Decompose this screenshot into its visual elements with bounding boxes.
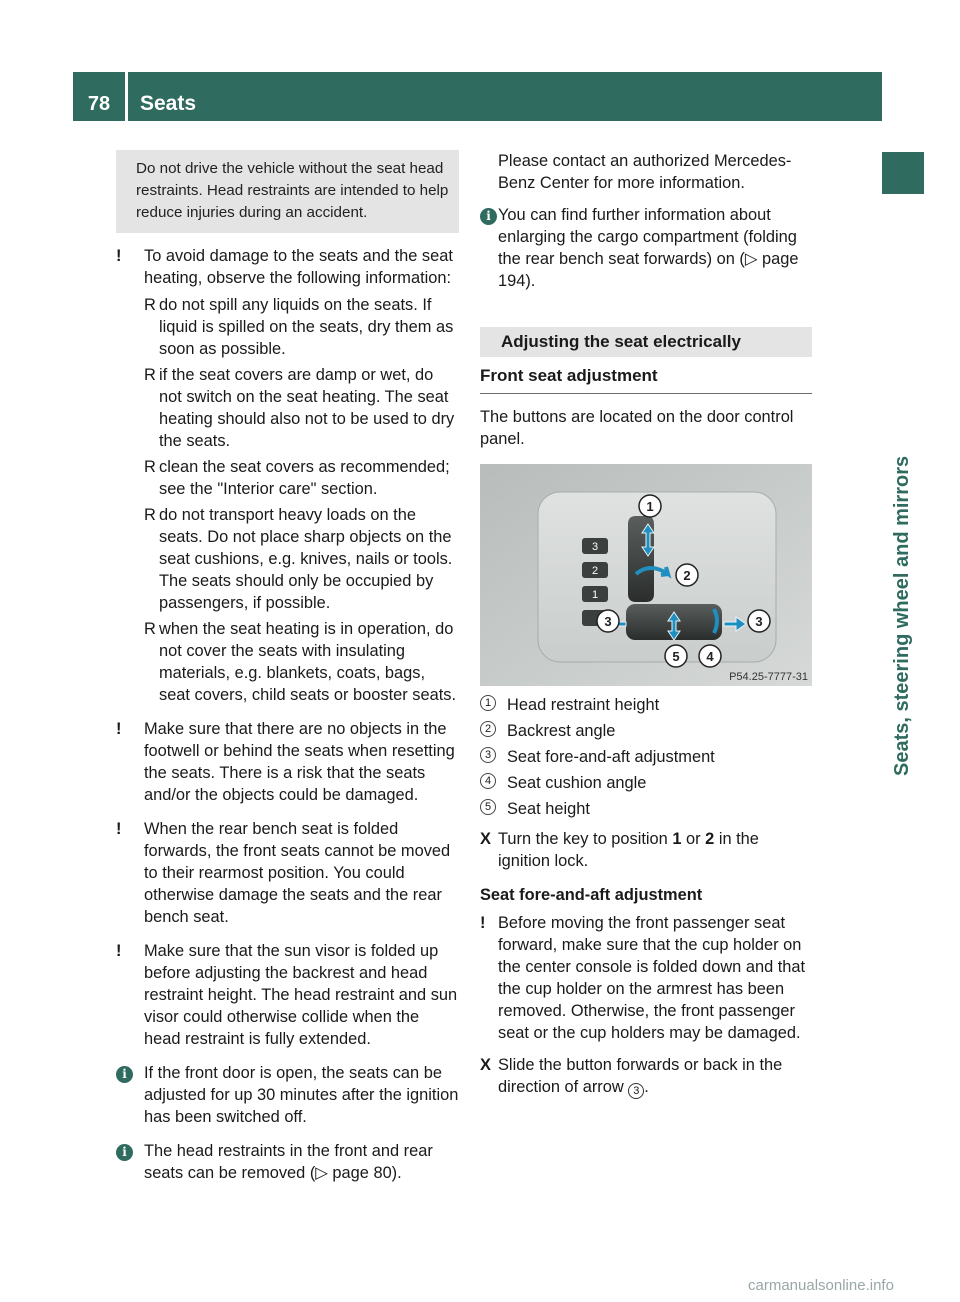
callout-5: 5	[672, 649, 680, 664]
legend-item: 5 Seat height	[480, 798, 812, 820]
note-seat-heating	[116, 245, 459, 706]
warning-mark-icon: !	[116, 820, 122, 838]
section-heading: Adjusting the seat electrically	[480, 327, 812, 357]
info-text: If the front door is open, the seats can be adjusted for up 30 minutes after the ignition has been switched off.	[144, 1064, 459, 1126]
bullet-icon: R	[144, 296, 156, 314]
list-item: R do not transport heavy loads on the seats. Do not place sharp objects on the seat cushions, e.g. knives, nails or tools. The seats should only be occupied by passengers, if possible.	[144, 506, 453, 612]
callout-3-left: 3	[604, 614, 612, 629]
callout-2: 2	[683, 568, 691, 583]
info-text: The head restraints in the front and rear seats can be removed (▷ page 80).	[144, 1142, 433, 1182]
info-icon: i	[116, 1140, 136, 1162]
page-title: Seats	[140, 92, 197, 115]
bullet-icon: R	[144, 366, 156, 384]
warning-mark-icon: !	[116, 247, 122, 265]
memory-button-3: 3	[591, 541, 599, 553]
list-item: R do not spill any liquids on the seats. If liquid is spilled on the seats, dry them as soon as possible.	[144, 296, 454, 358]
intro-paragraph: The buttons are located on the door control panel.	[480, 408, 794, 448]
warning-mark-icon: !	[116, 942, 122, 960]
memory-button-2: 2	[591, 565, 599, 577]
list-item: R when the seat heating is in operation, do not cover the seats with insulating materials, e.g. blankets, coats, bags, seat covers, child seats or booster seats.	[144, 620, 456, 704]
list-item: R if the seat covers are damp or wet, do not switch on the seat heating. The seat heating should also not to be used to dry the seats.	[144, 366, 455, 450]
warning-mark-icon: !	[116, 720, 122, 738]
legend-item: 2 Backrest angle	[480, 720, 812, 742]
warning-box: Do not drive the vehicle without the seat head restraints. Head restraints are intended to help reduce injuries during an accident.	[116, 150, 459, 233]
legend-item: 4 Seat cushion angle	[480, 772, 812, 794]
left-column	[116, 150, 459, 1184]
right-column	[480, 150, 812, 1099]
callout-1: 1	[646, 499, 654, 514]
arrow-reference: 3	[628, 1083, 644, 1099]
callout-4: 4	[706, 649, 714, 664]
warning-mark-icon: !	[480, 914, 486, 932]
info-icon: i	[480, 204, 500, 226]
subsection-heading: Front seat adjustment	[480, 365, 812, 394]
seat-control-illustration	[480, 464, 812, 686]
page-number: 78	[87, 93, 111, 115]
legend-item: 3 Seat fore-and-aft adjustment	[480, 746, 812, 768]
bullet-list	[144, 294, 459, 706]
step-arrow-icon: X	[480, 1056, 491, 1074]
legend-item: 1 Head restraint height	[480, 694, 812, 716]
note-passenger-seat	[480, 912, 812, 1044]
note-rear-bench	[116, 818, 459, 928]
note-text: To avoid damage to the seats and the seat heating, observe the following information:	[144, 247, 453, 287]
step-ignition: X Turn the key to position 1 or 2 in the ignition lock.	[480, 830, 759, 870]
figure-code: P54.25-7777-31	[729, 671, 808, 683]
contact-paragraph: Please contact an authorized Mercedes-Benz Center for more information.	[498, 152, 792, 192]
step-slide-button: X Slide the button forwards or back in the direction of arrow 3 .	[480, 1056, 783, 1097]
seat-control-figure	[480, 464, 812, 686]
watermark: carmanualsonline.info	[748, 1277, 894, 1294]
info-front-door	[116, 1062, 459, 1128]
header-divider	[125, 72, 128, 121]
note-footwell	[116, 718, 459, 806]
info-text: You can find further information about enlarging the cargo compartment (folding the rear bench seat forwards) on (▷ page 194).	[498, 206, 799, 290]
bullet-icon: R	[144, 458, 156, 476]
list-item: R clean the seat covers as recommended; see the "Interior care" section.	[144, 458, 450, 498]
note-sun-visor	[116, 940, 459, 1050]
step-arrow-icon: X	[480, 830, 491, 848]
info-head-restraints	[116, 1140, 459, 1184]
bullet-icon: R	[144, 620, 156, 638]
memory-button-1: 1	[591, 589, 599, 601]
note-text: Make sure that the sun visor is folded up before adjusting the backrest and head restraint height. The head restraint and sun visor could otherwise collide when the head restraint is fully extended.	[144, 942, 458, 1048]
note-text: Make sure that there are no objects in the footwell or behind the seats when resetting the seats. There is a risk that the seats and/or the objects could be damaged.	[144, 720, 455, 804]
note-text: When the rear bench seat is folded forwards, the front seats cannot be moved to their rearmost position. You could otherwise damage the seats and the rear bench seat.	[144, 820, 451, 926]
info-cargo	[480, 204, 812, 292]
fore-aft-heading: Seat fore-and-aft adjustment	[480, 886, 703, 904]
info-icon: i	[116, 1062, 136, 1084]
chapter-tab	[882, 152, 924, 194]
callout-3-right: 3	[755, 614, 763, 629]
chapter-label: Seats, steering wheel and mirrors	[891, 455, 913, 776]
note-text: Before moving the front passenger seat forward, make sure that the cup holder on the center console is folded down and that the cup holder on the armrest has been removed. Otherwise, the front passenger seat or the cup holders may be damaged.	[498, 914, 806, 1042]
figure-legend	[480, 694, 812, 820]
bullet-icon: R	[144, 506, 156, 524]
